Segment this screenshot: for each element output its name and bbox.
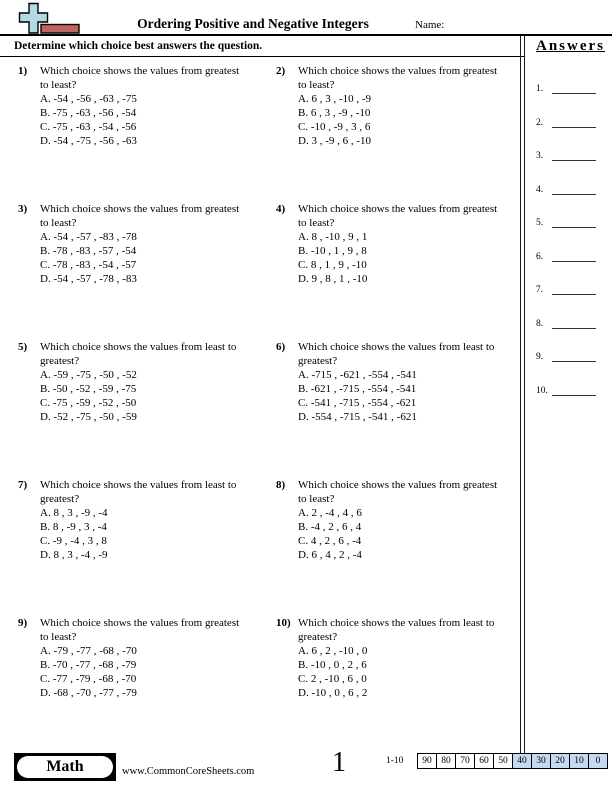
page-header xyxy=(0,0,612,36)
answer-slot-10 xyxy=(536,383,608,396)
choice-d: D. 8 , 3 , -4 , -9 xyxy=(40,549,108,561)
choice-c: C. -75 , -59 , -52 , -50 xyxy=(40,397,137,409)
answers-title: Answers xyxy=(536,38,605,54)
question-8 xyxy=(276,479,524,617)
question-9 xyxy=(18,617,276,755)
answers-column xyxy=(536,38,608,416)
question-prompt: Which choice shows the values from greatest to least? xyxy=(298,65,498,91)
answer-number: 8. xyxy=(536,318,544,329)
answer-blank-line xyxy=(552,349,596,362)
name-label: Name: xyxy=(415,19,445,31)
choice-b: B. -10 , 0 , 2 , 6 xyxy=(298,659,367,671)
question-number: 4) xyxy=(276,203,286,215)
answer-slot-7 xyxy=(536,282,608,295)
choice-b: B. 8 , -9 , 3 , -4 xyxy=(40,521,107,533)
choice-c: C. 4 , 2 , 6 , -4 xyxy=(298,535,362,547)
question-number: 6) xyxy=(276,341,286,353)
answer-blank-line xyxy=(552,148,596,161)
answer-number: 7. xyxy=(536,285,544,295)
question-1 xyxy=(18,65,276,203)
choice-b: B. -10 , 1 , 9 , 8 xyxy=(298,245,367,257)
score-box-60: 60 xyxy=(474,753,494,769)
answer-slot-6 xyxy=(536,249,608,262)
choice-d: D. 6 , 4 , 2 , -4 xyxy=(298,549,362,561)
answer-number: 1. xyxy=(536,84,544,94)
choice-a: A. 6 , 3 , -10 , -9 xyxy=(298,93,372,105)
choice-c: C. -541 , -715 , -554 , -621 xyxy=(298,397,417,409)
answer-number: 4. xyxy=(536,184,544,195)
answer-number: 2. xyxy=(536,117,544,128)
answer-blank-line xyxy=(552,249,596,262)
question-number: 7) xyxy=(18,479,28,491)
choice-a: A. 8 , 3 , -9 , -4 xyxy=(40,507,108,519)
question-4 xyxy=(276,203,524,341)
choice-a: A. -79 , -77 , -68 , -70 xyxy=(40,645,137,657)
question-number: 1) xyxy=(18,65,28,77)
question-number: 8) xyxy=(276,479,286,491)
question-3 xyxy=(18,203,276,341)
question-prompt: Which choice shows the values from greatest to least? xyxy=(40,65,240,91)
answer-slot-2 xyxy=(536,115,608,128)
question-10 xyxy=(276,617,524,755)
answers-list xyxy=(536,81,608,396)
choice-b: B. -70 , -77 , -68 , -79 xyxy=(40,659,137,671)
question-number: 2) xyxy=(276,65,286,77)
choice-b: B. -50 , -52 , -59 , -75 xyxy=(40,383,137,395)
question-5 xyxy=(18,341,276,479)
choice-b: B. -75 , -63 , -56 , -54 xyxy=(40,107,137,119)
question-7 xyxy=(18,479,276,617)
question-number: 3) xyxy=(18,203,28,215)
answer-blank-line xyxy=(552,215,596,228)
choice-b: B. -78 , -83 , -57 , -54 xyxy=(40,245,137,257)
question-6 xyxy=(276,341,524,479)
answer-blank-line xyxy=(552,182,596,195)
score-box-0: 0 xyxy=(588,753,608,769)
score-box-10: 10 xyxy=(569,753,589,769)
choice-a: A. -54 , -56 , -63 , -75 xyxy=(40,93,137,105)
question-number: 5) xyxy=(18,341,28,353)
choice-a: A. 2 , -4 , 4 , 6 xyxy=(298,507,362,519)
score-strip xyxy=(418,753,608,769)
choice-a: A. -715 , -621 , -554 , -541 xyxy=(298,369,417,381)
answer-slot-9 xyxy=(536,349,608,362)
answer-blank-line xyxy=(552,316,596,329)
choice-d: D. -10 , 0 , 6 , 2 xyxy=(298,687,368,699)
question-prompt: Which choice shows the values from greatest to least? xyxy=(298,479,498,505)
choice-a: A. 8 , -10 , 9 , 1 xyxy=(298,231,368,243)
subject-badge xyxy=(14,753,116,781)
question-prompt: Which choice shows the values from least to greatest? xyxy=(298,617,495,643)
score-box-90: 90 xyxy=(417,753,437,769)
subject-badge-label: Math xyxy=(17,756,113,778)
choice-d: D. -52 , -75 , -50 , -59 xyxy=(40,411,137,423)
answer-slot-4 xyxy=(536,182,608,195)
choice-a: A. -59 , -75 , -50 , -52 xyxy=(40,369,137,381)
answer-blank-line xyxy=(552,383,596,396)
question-number: 10) xyxy=(276,617,291,629)
question-prompt: Which choice shows the values from least to greatest? xyxy=(298,341,495,367)
choice-c: C. 8 , 1 , 9 , -10 xyxy=(298,259,367,271)
choice-c: C. -78 , -83 , -54 , -57 xyxy=(40,259,137,271)
plus-minus-icon xyxy=(10,2,82,40)
score-box-70: 70 xyxy=(455,753,475,769)
choice-d: D. -54 , -57 , -78 , -83 xyxy=(40,273,137,285)
answer-number: 10. xyxy=(536,385,548,396)
choice-d: D. -554 , -715 , -541 , -621 xyxy=(298,411,417,423)
answer-blank-line xyxy=(552,282,596,295)
choice-c: C. 2 , -10 , 6 , 0 xyxy=(298,673,367,685)
score-box-50: 50 xyxy=(493,753,513,769)
page-number: 1 xyxy=(332,747,346,778)
choice-b: B. 6 , 3 , -9 , -10 xyxy=(298,107,371,119)
answer-slot-1 xyxy=(536,81,608,94)
choice-b: B. -621 , -715 , -554 , -541 xyxy=(298,383,417,395)
answer-number: 9. xyxy=(536,352,544,362)
answer-number: 6. xyxy=(536,251,544,262)
score-range-label: 1-10 xyxy=(386,756,404,766)
answer-slot-3 xyxy=(536,148,608,161)
choice-a: A. -54 , -57 , -83 , -78 xyxy=(40,231,137,243)
choice-d: D. 9 , 8 , 1 , -10 xyxy=(298,273,368,285)
score-box-40: 40 xyxy=(512,753,532,769)
choice-d: D. -54 , -75 , -56 , -63 xyxy=(40,135,137,147)
score-box-20: 20 xyxy=(550,753,570,769)
score-box-30: 30 xyxy=(531,753,551,769)
question-number: 9) xyxy=(18,617,28,629)
question-prompt: Which choice shows the values from greatest to least? xyxy=(40,203,240,229)
question-prompt: Which choice shows the values from least to greatest? xyxy=(40,479,237,505)
question-prompt: Which choice shows the values from greatest to least? xyxy=(40,617,240,643)
choice-a: A. 6 , 2 , -10 , 0 xyxy=(298,645,368,657)
question-prompt: Which choice shows the values from greatest to least? xyxy=(298,203,498,229)
answer-blank-line xyxy=(552,81,596,94)
answer-number: 5. xyxy=(536,218,544,228)
answer-blank-line xyxy=(552,115,596,128)
choice-b: B. -4 , 2 , 6 , 4 xyxy=(298,521,362,533)
answer-slot-5 xyxy=(536,215,608,228)
answer-number: 3. xyxy=(536,151,544,161)
choice-d: D. -68 , -70 , -77 , -79 xyxy=(40,687,137,699)
website-text: www.CommonCoreSheets.com xyxy=(122,766,255,777)
choice-d: D. 3 , -9 , 6 , -10 xyxy=(298,135,372,147)
answer-slot-8 xyxy=(536,316,608,329)
question-prompt: Which choice shows the values from least to greatest? xyxy=(40,341,237,367)
choice-c: C. -77 , -79 , -68 , -70 xyxy=(40,673,137,685)
choice-c: C. -9 , -4 , 3 , 8 xyxy=(40,535,107,547)
instructions-text: Determine which choice best answers the question. xyxy=(0,36,524,57)
choice-c: C. -75 , -63 , -54 , -56 xyxy=(40,121,137,133)
page-title: Ordering Positive and Negative Integers xyxy=(137,16,369,31)
score-box-80: 80 xyxy=(436,753,456,769)
questions-grid xyxy=(18,65,524,755)
question-2 xyxy=(276,65,524,203)
choice-c: C. -10 , -9 , 3 , 6 xyxy=(298,121,371,133)
